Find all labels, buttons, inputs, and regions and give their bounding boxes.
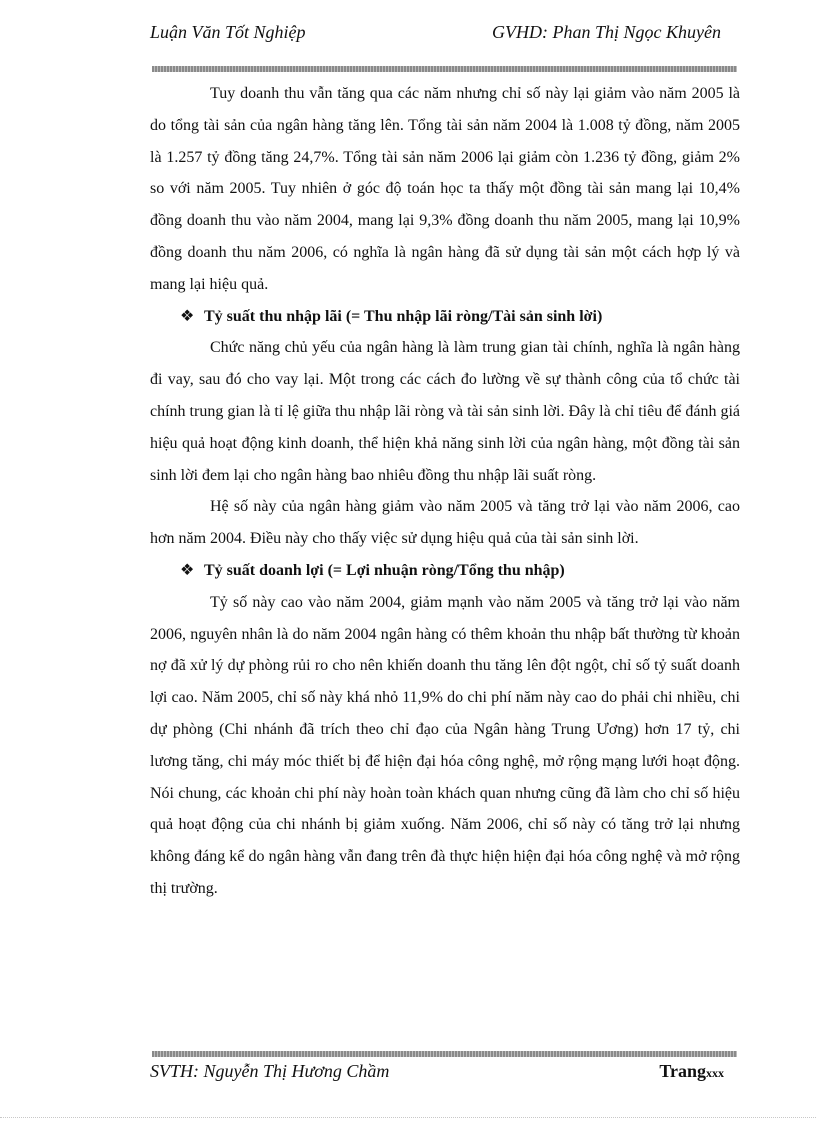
section-heading-net-interest-margin: [150, 301, 740, 333]
heading-text: Tỷ suất thu nhập lãi (= Thu nhập lãi ròng/Tài sản sinh lời): [204, 307, 603, 325]
page-body: [150, 78, 740, 905]
page-boundary: [0, 1117, 816, 1118]
section-heading-profit-margin: [150, 555, 740, 587]
paragraph-ratio-trend: Hệ số này của ngân hàng giảm vào năm 2005 và tăng trở lại vào năm 2006, cao hơn năm 2004. Điều này cho thấy việc sử dụng hiệu quả của tài sản sinh lời.: [150, 498, 740, 548]
footer-divider: [152, 1051, 737, 1057]
header-advisor: GVHD: Phan Thị Ngọc Khuyên: [492, 22, 721, 42]
paragraph-profit-analysis: Tỷ số này cao vào năm 2004, giảm mạnh vào năm 2005 và tăng trở lại vào năm 2006, nguyên nhân là do năm 2004 ngân hàng có thêm khoản thu nhập bất thường từ khoản nợ đã xử lý dự phòng rủi ro cho nên khiến doanh thu tăng lên đột ngột, chỉ số tỷ suất doanh lợi cao. Năm 2005, chỉ số này khá nhỏ 11,9% do chi phí năm này cao do phải chi nhiều, chi dự phòng (Chi nhánh đã trích theo chỉ đạo của Ngân hàng Trung Ương) hơn 17 tỷ, chi lương tăng, chi máy móc thiết bị để hiện đại hóa công nghệ, mở rộng mạng lưới hoạt động. Nói chung, các khoản chi phí này hoàn toàn khách quan nhưng cũng đã làm cho chỉ số hiệu quả hoạt động của chi nhánh bị giảm xuống. Năm 2006, chỉ số này có tăng trở lại nhưng không đáng kể do ngân hàng vẫn đang trên đà thực hiện hiện đại hóa công nghệ và mở rộng thị trường.: [150, 593, 740, 897]
paragraph-intermediary-role: Chức năng chủ yếu của ngân hàng là làm trung gian tài chính, nghĩa là ngân hàng đi vay, sau đó cho vay lại. Một trong các cách đo lường về sự thành công của tổ chức tài chính trung gian là tỉ lệ giữa thu nhập lãi ròng và tài sản sinh lời. Đây là chỉ tiêu để đánh giá hiệu quả hoạt động kinh doanh, thể hiện khả năng sinh lời của ngân hàng, một đồng tài sản sinh lời đem lại cho ngân hàng bao nhiêu đồng thu nhập lãi suất ròng.: [150, 339, 740, 484]
footer-student: SVTH: Nguyễn Thị Hương Chầm: [150, 1061, 390, 1081]
header-thesis-title: Luận Văn Tốt Nghiệp: [150, 22, 306, 42]
page-number: [659, 1061, 724, 1082]
paragraph-revenue-assets: Tuy doanh thu vẫn tăng qua các năm nhưng chỉ số này lại giảm vào năm 2005 là do tổng tài sản của ngân hàng tăng lên. Tổng tài sản năm 2004 là 1.008 tỷ đồng, năm 2005 là 1.257 tỷ đồng tăng 24,7%. Tổng tài sản năm 2006 lại giảm còn 1.236 tỷ đồng, giảm 2% so với năm 2005. Tuy nhiên ở góc độ toán học ta thấy một đồng tài sản mang lại 10,4% đồng doanh thu vào năm 2004, mang lại 9,3% đồng doanh thu năm 2005, mang lại 10,9% đồng doanh thu năm 2006, có nghĩa là ngân hàng đã sử dụng tài sản một cách hợp lý và mang lại hiệu quả.: [150, 85, 740, 293]
header-divider: [152, 66, 737, 72]
diamond-bullet-icon: ❖: [180, 561, 195, 579]
page-footer: [150, 1061, 724, 1089]
diamond-bullet-icon: ❖: [180, 307, 195, 325]
heading-text: Tỷ suất doanh lợi (= Lợi nhuận ròng/Tổng thu nhập): [204, 561, 565, 579]
page-label: Trang: [659, 1061, 706, 1081]
page-header: [150, 22, 721, 50]
page-number-value: xxx: [706, 1066, 724, 1080]
